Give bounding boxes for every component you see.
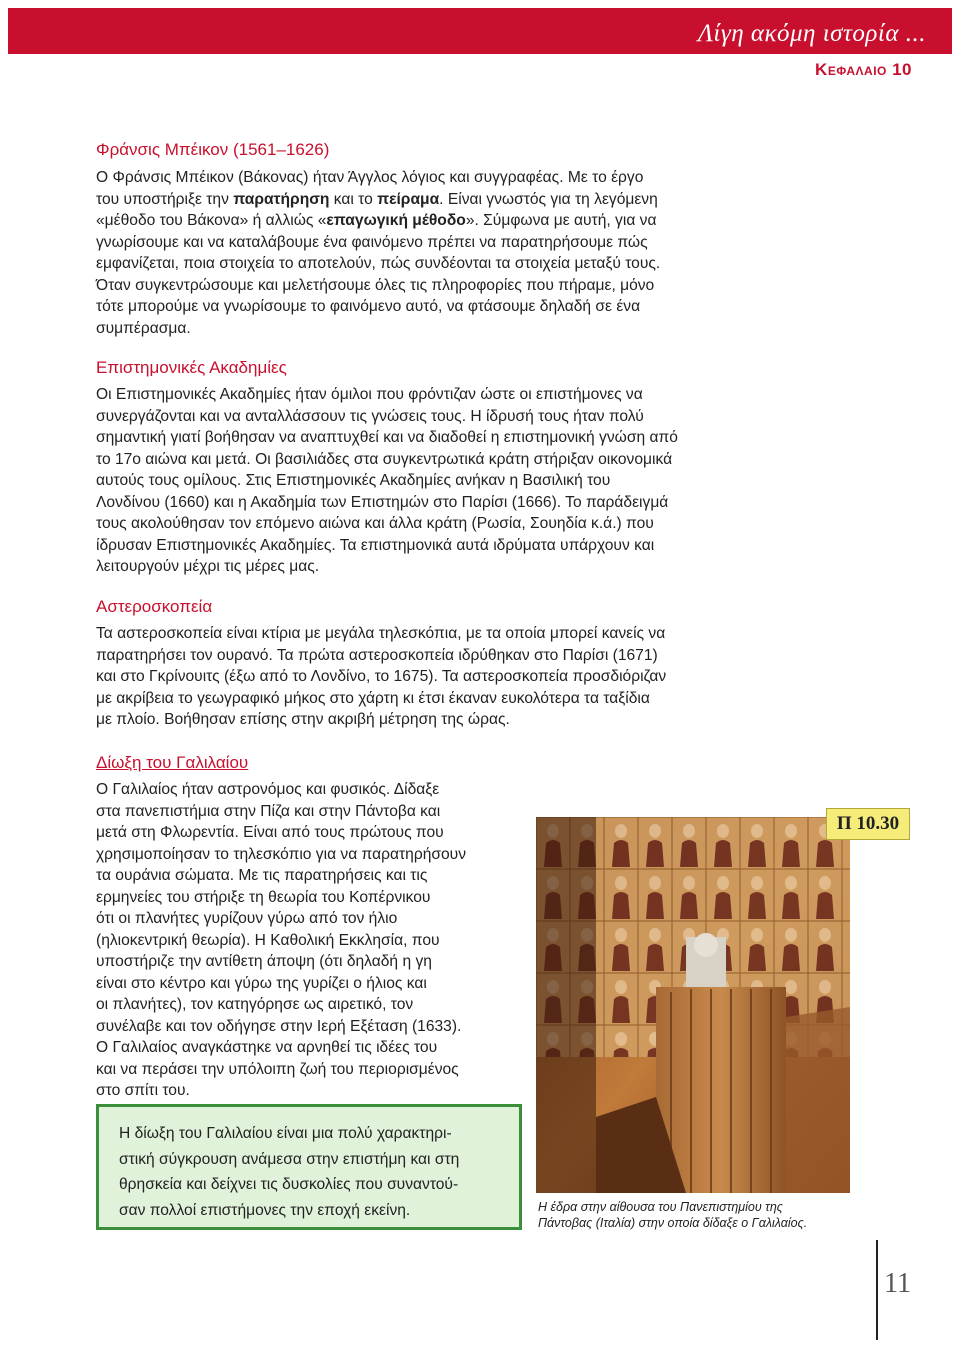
text-line: εμφανίζεται, ποια στοιχεία το αποτελούν, πώς συνδέονται τα στοιχεία μεταξύ τους. [96, 255, 661, 272]
text-line: Ο Γαλιλαίος ήταν αστρονόμος και φυσικός. Δίδαξε [96, 781, 440, 798]
text-line: Όταν συγκεντρώσουμε και μελετήσουμε όλες τις πληροφορίες που πήραμε, μόνο [96, 276, 655, 294]
text-line: Λονδίνου (1660) και η Ακαδημία των Επιστημών στο Παρίσι (1666). Το παράδειγμά [96, 493, 669, 511]
text-line: «μέθοδο του Βάκονα» ή αλλιώς «επαγωγική μέθοδο». Σύμφωνα με αυτή, για να [96, 212, 657, 229]
bold-term: επαγωγική μέθοδο [326, 212, 466, 229]
page-number: 11 [884, 1268, 911, 1299]
text-line: παρατηρήσει τον ουρανό. Τα πρώτα αστεροσκοπεία ιδρύθηκαν στο Παρίσι (1671) [96, 646, 658, 664]
text-line: στα πανεπιστήμια στην Πίζα και στην Πάντοβα και [96, 802, 441, 820]
caption-line: Η έδρα στην αίθουσα του Πανεπιστημίου της [538, 1200, 783, 1214]
text-line: και να περάσει την υπόλοιπη ζωή του περιορισμένος [96, 1060, 459, 1078]
caption-line: Πάντοβας (Ιταλία) στην οποία δίδαξε ο Γαλιλαίος. [538, 1216, 808, 1230]
observatories-paragraph [96, 623, 666, 731]
section-heading-observatories: Αστεροσκοπεία [96, 597, 213, 616]
text-line: γνωρίσουμε και να καταλάβουμε ένα φαινόμενο πρέπει να παρατηρήσουμε πώς [96, 233, 648, 251]
text-line: Ο Γαλιλαίος αναγκάστηκε να αρνηθεί τις ιδέες του [96, 1039, 438, 1056]
section-heading-bacon: Φράνσις Μπέικον (1561–1626) [96, 140, 330, 159]
chapter-label: Κεφαλαιο 10 [815, 60, 912, 79]
academies-paragraph [96, 384, 678, 578]
text-line: συνεργάζονται και να ανταλλάσσουν τις γνώσεις τους. Η ίδρυσή τους ήταν πολύ [96, 407, 644, 425]
header-bar [8, 8, 952, 54]
bacon-paragraph [96, 167, 660, 339]
text-line: (ηλιοκεντρική θεωρία). Η Καθολική Εκκλησία, που [96, 931, 440, 949]
note-line: Η δίωξη του Γαλιλαίου είναι μια πολύ χαρακτηρι- [119, 1125, 452, 1142]
text-line: και στο Γκρίνουιτς (έξω από το Λονδίνο, το 1675). Τα αστεροσκοπεία προσδιόριζαν [96, 668, 667, 685]
text-line: μετά στη Φλωρεντία. Είναι από τους πρώτους που [96, 824, 444, 841]
bold-term: πείραμα [377, 190, 440, 208]
text-line: στο σπίτι του. [96, 1082, 190, 1099]
text-line: τους ακολούθησαν τον επόμενο αιώνα και άλλα κράτη (Ρωσία, Σουηδία κ.ά.) που [96, 515, 654, 532]
text-line: ίδρυσαν Επιστημονικές Ακαδημίες. Τα επιστημονικά αυτά ιδρύματα υπάρχουν και [96, 536, 655, 554]
note-line: θρησκεία και δείχνει τις δυσκολίες που συναντού- [119, 1176, 459, 1193]
text-line: συνέλαβε και τον οδήγησε στην Ιερή Εξέταση (1633). [96, 1017, 462, 1035]
text-line: υποστήριζε την αντίθετη άποψη (ότι δηλαδή η γη [96, 953, 432, 970]
text-line: αυτούς τους ομίλους. Στις Επιστημονικές Ακαδημίες ανήκαν η Βασιλική του [96, 472, 611, 489]
text-line: τότε μπορούμε να γνωρίσουμε το φαινόμενο αυτό, να φτάσουμε δηλαδή σε ένα [96, 298, 641, 315]
figure-badge: Π 10.30 [826, 808, 910, 840]
figure-caption [538, 1199, 858, 1231]
header-title: Λίγη ακόμη ιστορία ... [697, 20, 926, 47]
padua-lecture-hall-photo [536, 817, 850, 1193]
note-line: σαν πολλοί επιστήμονες την εποχή εκείνη. [119, 1201, 411, 1219]
text-line: είναι στο κέντρο και γύρω της γυρίζει ο ήλιος και [96, 974, 427, 992]
bold-term: παρατήρηση [233, 190, 330, 208]
text-line: Ο Φράνσις Μπέικον (Βάκονας) ήταν Άγγλος λόγιος και συγγραφέας. Με το έργο [96, 169, 644, 186]
text-line: τα ουράνια σώματα. Με τις παρατηρήσεις και τις [96, 867, 428, 884]
text-line: Οι Επιστημονικές Ακαδημίες ήταν όμιλοι που φρόντιζαν ώστε οι επιστήμονες να [96, 386, 643, 403]
text-line: χρησιμοποίησαν το τηλεσκόπιο για να παρατηρήσουν [96, 845, 466, 863]
note-box [96, 1104, 522, 1230]
text-line: με ακρίβεια το γεωγραφικό μήκος στο χάρτη κι έτσι έκαναν ευκολότερα τα ταξίδια [96, 689, 650, 707]
galileo-paragraph [96, 779, 466, 1102]
text-line: συμπέρασμα. [96, 319, 191, 337]
note-text [119, 1121, 511, 1223]
text-line: με πλοίο. Βοήθησαν επίσης στην ακριβή μέτρηση της ώρας. [96, 711, 510, 728]
text-line: λειτουργούν μέχρι τις μέρες μας. [96, 558, 320, 575]
note-line: στική σύγκρουση ανάμεσα στην επιστήμη και στη [119, 1150, 460, 1168]
page-number-divider [876, 1240, 878, 1340]
text-line: του υποστήριξε την παρατήρηση και το πείραμα. Είναι γνωστός για τη λεγόμενη [96, 190, 658, 208]
section-heading-academies: Επιστημονικές Ακαδημίες [96, 358, 287, 377]
text-line: ερμηνείες του στήριξε τη θεωρία του Κοπέρνικου [96, 888, 431, 906]
text-line: Τα αστεροσκοπεία είναι κτίρια με μεγάλα τηλεσκόπια, με τα οποία μπορεί κανείς να [96, 625, 666, 642]
text-line: σημαντική γιατί βοήθησαν να αναπτυχθεί και να διαδοθεί η επιστημονική γνώση από [96, 429, 678, 446]
section-heading-galileo: Δίωξη του Γαλιλαίου [96, 753, 249, 772]
text-line: οι πλανήτες), τον κατηγόρησε ως αιρετικό, τον [96, 996, 414, 1013]
text-line: ότι οι πλανήτες γυρίζουν γύρω από τον ήλιο [96, 910, 398, 927]
text-line: το 17ο αιώνα και μετά. Οι βασιλιάδες στα συγκεντρωτικά κράτη στήριξαν οικονομικά [96, 450, 673, 468]
